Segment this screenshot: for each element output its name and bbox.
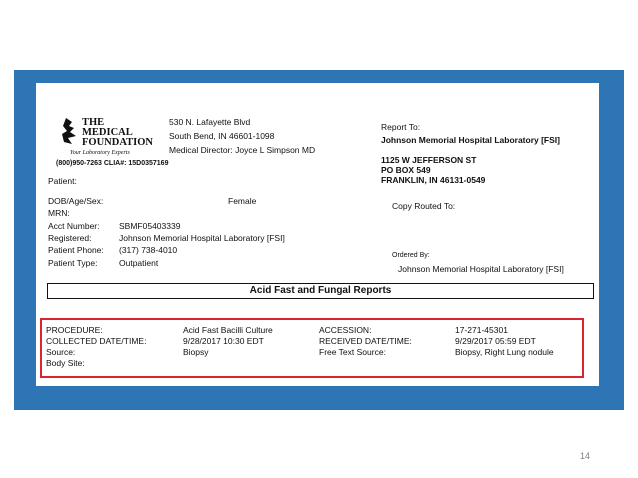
copy-routed-label: Copy Routed To: [392, 201, 456, 211]
free-text-value: Biopsy, Right Lung nodule [455, 347, 554, 357]
logo-line-2: MEDICAL [82, 127, 133, 138]
collected-value: 9/28/2017 10:30 EDT [183, 336, 264, 346]
dob-label: DOB/Age/Sex: [48, 196, 104, 206]
mrn-label: MRN: [48, 208, 70, 218]
procedure-label: PROCEDURE: [46, 325, 103, 335]
lab-address: 530 N. Lafayette Blvd [169, 117, 251, 127]
patient-type-label: Patient Type: [48, 258, 98, 268]
page-number: 14 [580, 451, 591, 461]
received-label: RECEIVED DATE/TIME: [319, 336, 412, 346]
report-banner [47, 283, 594, 299]
patient-label: Patient: [48, 176, 77, 186]
report-to-label: Report To: [381, 122, 421, 132]
report-to-name: Johnson Memorial Hospital Laboratory [FSI] [381, 135, 560, 145]
acct-number: SBMF05403339 [119, 221, 181, 231]
collected-label: COLLECTED DATE/TIME: [46, 336, 147, 346]
ordered-by-label: Ordered By: [392, 252, 430, 259]
registered-value: Johnson Memorial Hospital Laboratory [FSI] [119, 233, 285, 243]
patient-sex: Female [228, 196, 257, 206]
accession-label: ACCESSION: [319, 325, 372, 335]
report-banner-title: Acid Fast and Fungal Reports [249, 285, 392, 296]
logo-tagline: Your Laboratory Experts [70, 150, 130, 156]
phone-label: Patient Phone: [48, 245, 104, 255]
report-to-po-box: PO BOX 549 [381, 165, 431, 175]
patient-type: Outpatient [119, 258, 159, 268]
logo-wordmark [82, 118, 153, 148]
accession-value: 17-271-45301 [455, 325, 508, 335]
report-to-street: 1125 W JEFFERSON ST [381, 155, 477, 165]
logo-line-3: FOUNDATION [82, 137, 153, 148]
received-value: 9/29/2017 05:59 EDT [455, 336, 536, 346]
patient-phone: (317) 738-4010 [119, 245, 178, 255]
source-label: Source: [46, 347, 76, 357]
source-value: Biopsy [183, 347, 209, 357]
registered-label: Registered: [48, 233, 92, 243]
free-text-label: Free Text Source: [319, 347, 386, 357]
lab-city: South Bend, IN 46601-1098 [169, 131, 275, 141]
report-to-city: FRANKLIN, IN 46131-0549 [381, 175, 486, 185]
lab-director: Medical Director: Joyce L Simpson MD [169, 145, 316, 155]
ordered-by-name: Johnson Memorial Hospital Laboratory [FSI] [398, 264, 564, 274]
acct-label: Acct Number: [48, 221, 100, 231]
logo-line-1: THE [82, 117, 105, 128]
foundation-logo-icon [58, 116, 84, 148]
procedure-value: Acid Fast Bacilli Culture [183, 325, 273, 335]
lab-phone-clia: (800)950-7263 CLIA#: 15D0357169 [56, 160, 169, 167]
body-site-label: Body Site: [46, 358, 85, 368]
